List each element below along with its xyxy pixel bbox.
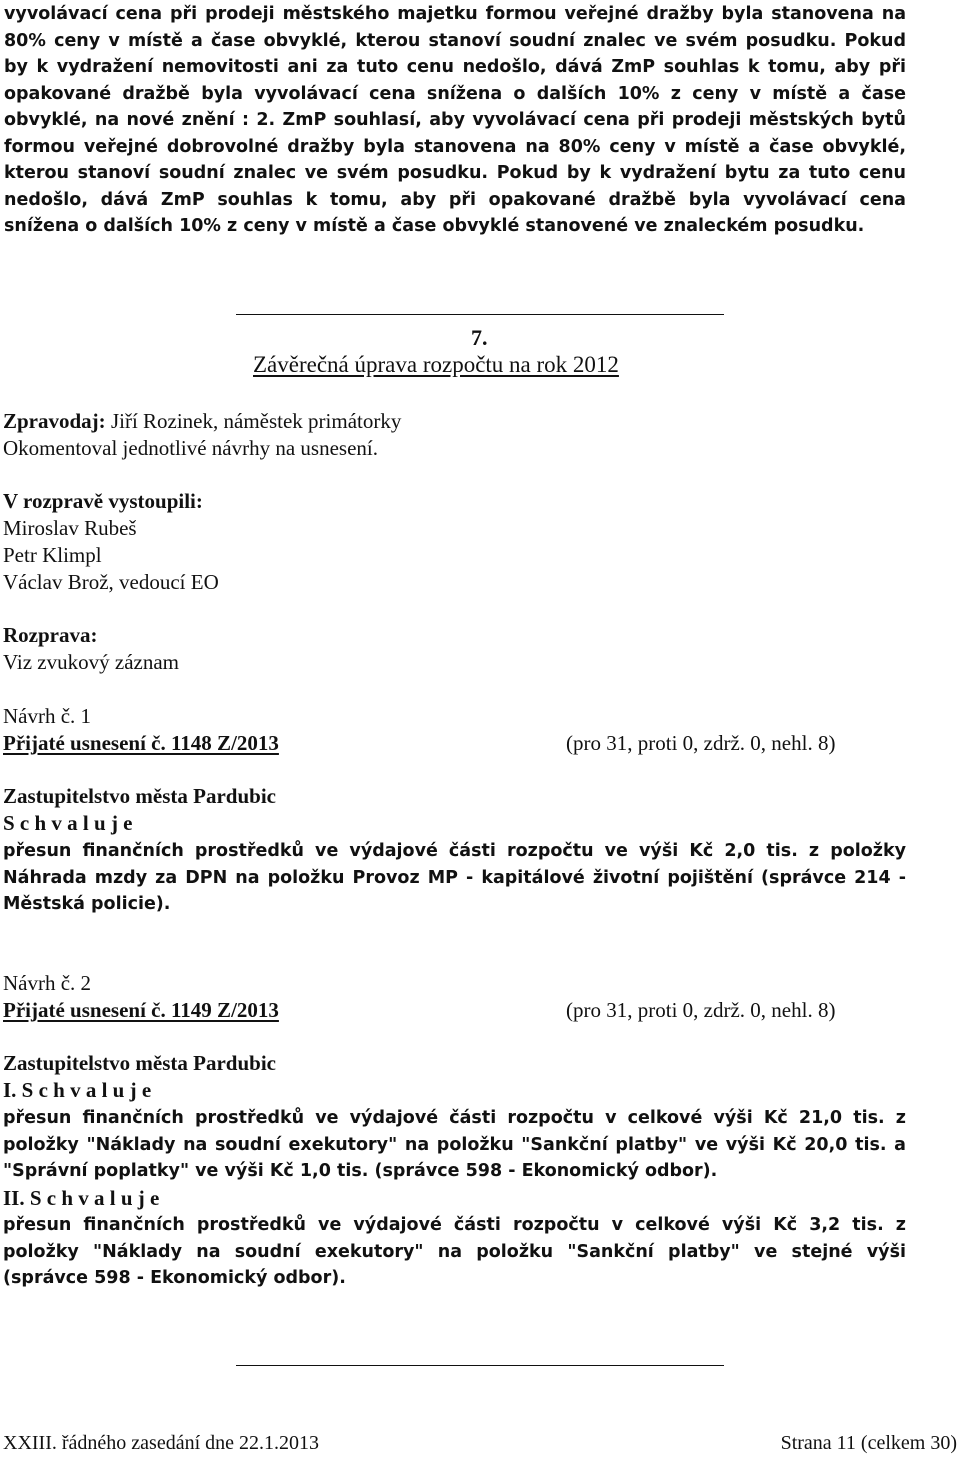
section-divider-bottom [236,1365,724,1366]
vote-result: (pro 31, proti 0, zdrž. 0, nehl. 8) [566,731,836,755]
vote-result: (pro 31, proti 0, zdrž. 0, nehl. 8) [566,998,836,1022]
speakers-label: V rozpravě vystoupili: [3,489,203,513]
footer-page-number: Strana 11 (celkem 30) [780,1432,957,1454]
reporter-line [3,408,401,435]
approves-heading: S c h v a l u j e [3,811,133,835]
debate-label: Rozprava: [3,623,98,647]
resolution-number: Přijaté usnesení č. 1149 Z/2013 [3,998,279,1022]
speaker-name: Miroslav Rubeš [3,516,137,540]
council-name: Zastupitelstvo města Pardubic [3,1051,276,1075]
resolution-number: Přijaté usnesení č. 1148 Z/2013 [3,731,279,755]
approves-heading: I. S c h v a l u j e [3,1078,152,1102]
section-number: 7. [471,325,488,350]
section-title: Závěrečná úprava rozpočtu na rok 2012 [253,352,619,377]
proposal-label: Návrh č. 1 [3,704,92,728]
approves-text: přesun finančních prostředků ve výdajové části rozpočtu v celkové výši Kč 21,0 tis. z položky "Náklady na soudní exekutory" na položku "Sankční platby" ve výši Kč 20,0 tis. a "Správní poplatky" ve výši Kč 1,0 tis. (správce 598 - Ekonomický odbor). [3,1108,906,1181]
approves-text: přesun finančních prostředků ve výdajové části rozpočtu v celkové výši Kč 3,2 tis. z položky "Náklady na soudní exekutory" na položku "Sankční platby" ve stejné výši (správce 598 - Ekonomický odbor). [3,1215,906,1288]
approves-text: přesun finančních prostředků ve výdajové části rozpočtu ve výši Kč 2,0 tis. z položky Náhrada mzdy za DPN na položku Provoz MP - kapitálové životní pojištění (správce 214 - Městská policie). [3,841,906,914]
reporter-name: Jiří Rozinek, náměstek primátorky [110,409,402,433]
approves-heading: II. S c h v a l u j e [3,1186,160,1210]
intro-paragraph: vyvolávací cena při prodeji městského majetku formou veřejné dražby byla stanovena na 80% ceny v místě a čase obvyklé, kterou stanoví soudní znalec ve svém posudku. Pokud by k vydražení nemovitosti ani za tuto cenu nedošlo, dává ZmP souhlas k tomu, aby při opakované dražbě byla vyvolávací cena snížena o dalších 10% z ceny v místě a čase obvyklé, na nové znění : 2. ZmP souhlasí, aby vyvolávací cena při prodeji městských bytů formou veřejné dobrovolné dražby byla stanovena na 80% ceny v místě a čase obvyklé, kterou stanoví soudní znalec ve svém posudku. Pokud by k vydražení bytu za tuto cenu nedošlo, dává ZmP souhlas k tomu, aby při opakované dražbě byla vyvolávací cena snížena o dalších 10% z ceny v místě a čase obvyklé stanovené ve znaleckém posudku. [4,4,906,236]
debate-text: Viz zvukový záznam [3,650,179,674]
reporter-label: Zpravodaj: [3,409,106,433]
speaker-name: Václav Brož, vedoucí EO [3,570,219,594]
proposal-label: Návrh č. 2 [3,971,92,995]
speaker-name: Petr Klimpl [3,543,102,567]
reporter-note: Okomentoval jednotlivé návrhy na usnesení. [3,436,378,460]
section-divider-top [236,314,724,315]
council-name: Zastupitelstvo města Pardubic [3,784,276,808]
footer-session: XXIII. řádného zasedání dne 22.1.2013 [3,1432,320,1454]
